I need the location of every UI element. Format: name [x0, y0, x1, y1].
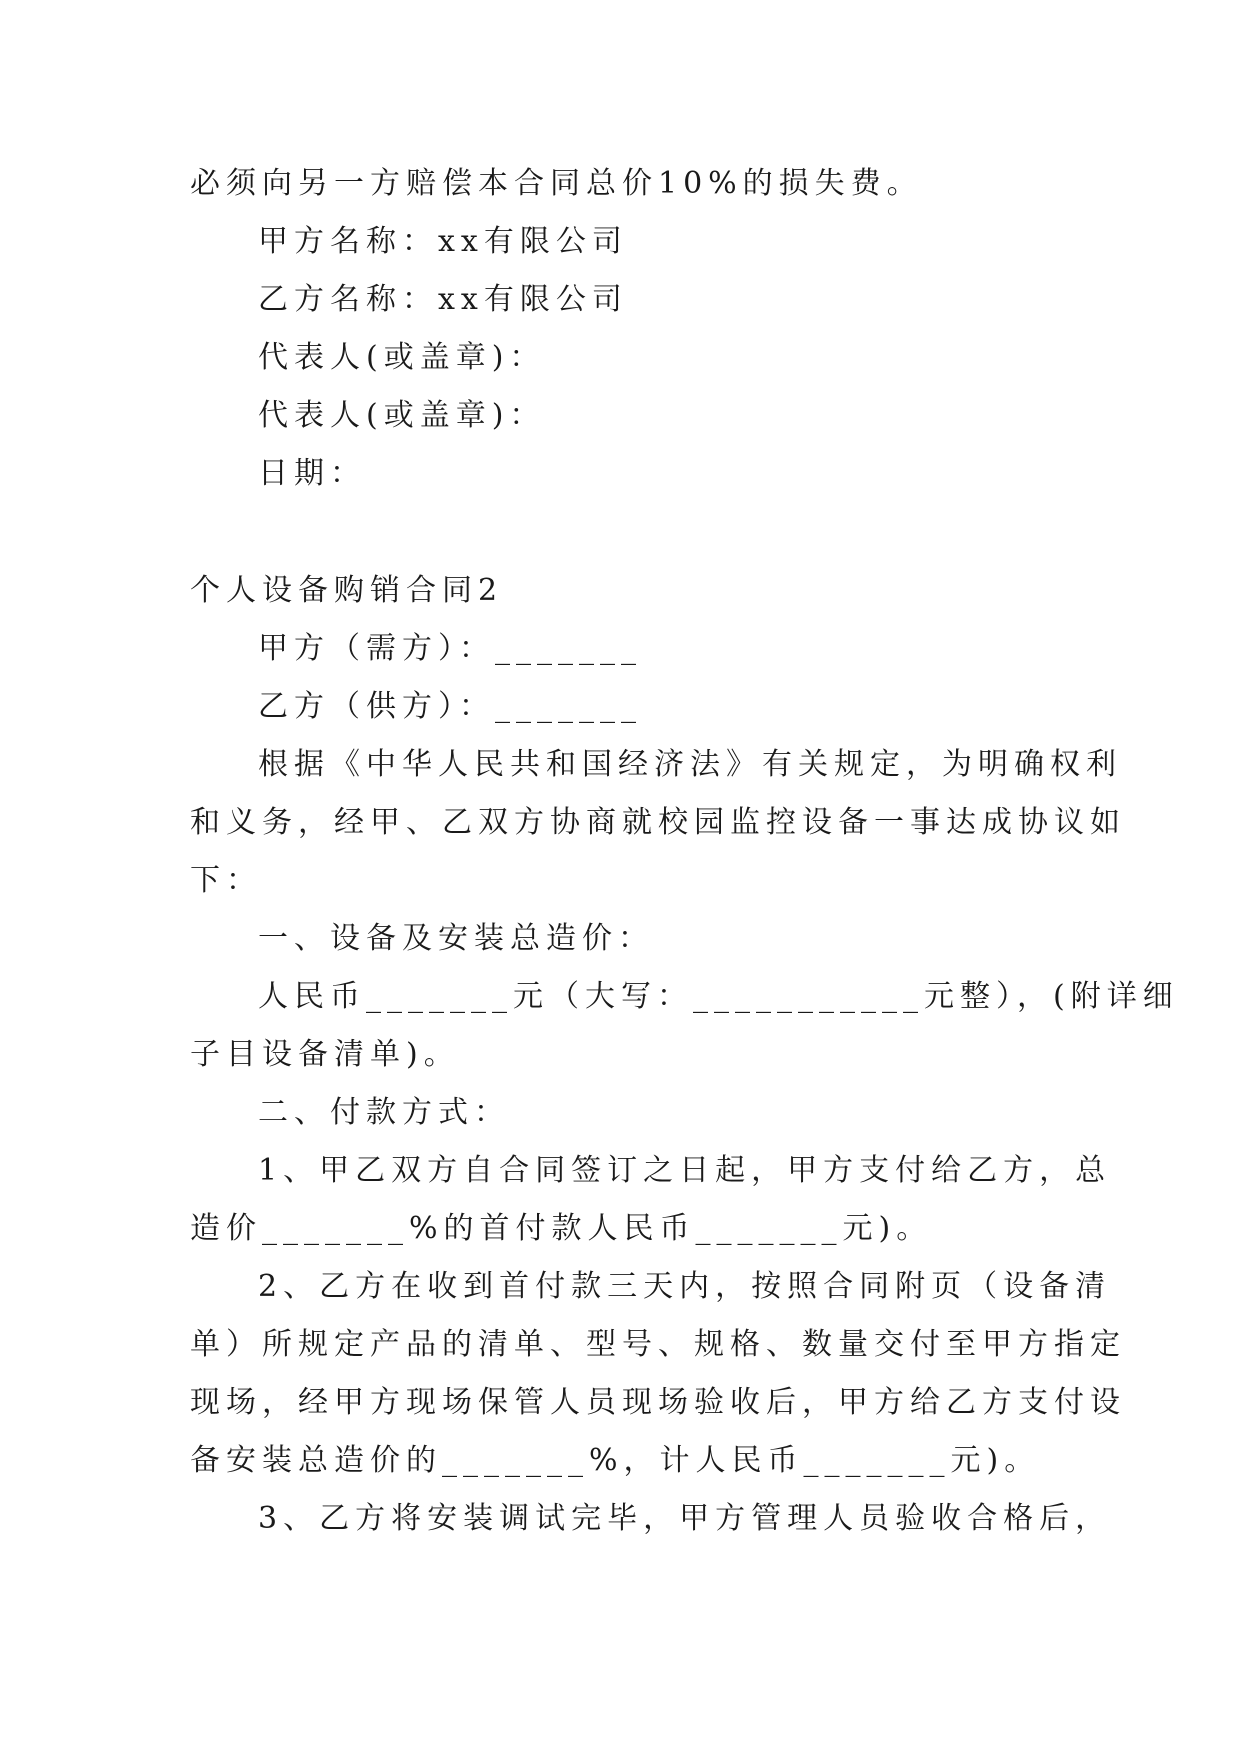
- section-title: 个人设备购销合同2: [190, 573, 504, 608]
- text-line: 2、乙方在收到首付款三天内，按照合同附页（设备清: [258, 1269, 1112, 1304]
- text-line: 备安装总造价的_______%，计人民币_______元)。: [190, 1443, 1041, 1478]
- text-line: 下：: [190, 863, 262, 898]
- date-line: 日期：: [258, 456, 366, 491]
- text-line: 现场，经甲方现场保管人员现场验收后，甲方给乙方支付设: [190, 1385, 1126, 1420]
- party-b-line: 乙方（供方）：_______: [258, 689, 642, 724]
- text-line: 根据《中华人民共和国经济法》有关规定，为明确权利: [258, 747, 1122, 782]
- text-line: 单）所规定产品的清单、型号、规格、数量交付至甲方指定: [190, 1327, 1126, 1362]
- text-line: 1、甲乙双方自合同签订之日起，甲方支付给乙方，总: [258, 1153, 1112, 1188]
- party-b-name: 乙方名称：xx有限公司: [258, 282, 628, 317]
- clause-heading: 二、付款方式：: [258, 1095, 510, 1130]
- representative-b: 代表人(或盖章)：: [258, 398, 546, 433]
- clause-heading: 一、设备及安装总造价：: [258, 921, 654, 956]
- text-line: 人民币_______元（大写：___________元整），(附详细: [258, 979, 1179, 1014]
- text-line: 必须向另一方赔偿本合同总价10%的损失费。: [190, 166, 923, 201]
- party-a-line: 甲方（需方）：_______: [258, 631, 642, 666]
- text-line: 子目设备清单)。: [190, 1037, 460, 1072]
- party-a-name: 甲方名称：xx有限公司: [258, 224, 628, 259]
- text-line: 和义务，经甲、乙双方协商就校园监控设备一事达成协议如: [190, 805, 1126, 840]
- representative-a: 代表人(或盖章)：: [258, 340, 546, 375]
- text-line: 3、乙方将安装调试完毕，甲方管理人员验收合格后，: [258, 1501, 1112, 1536]
- text-line: 造价_______%的首付款人民币_______元)。: [190, 1211, 933, 1246]
